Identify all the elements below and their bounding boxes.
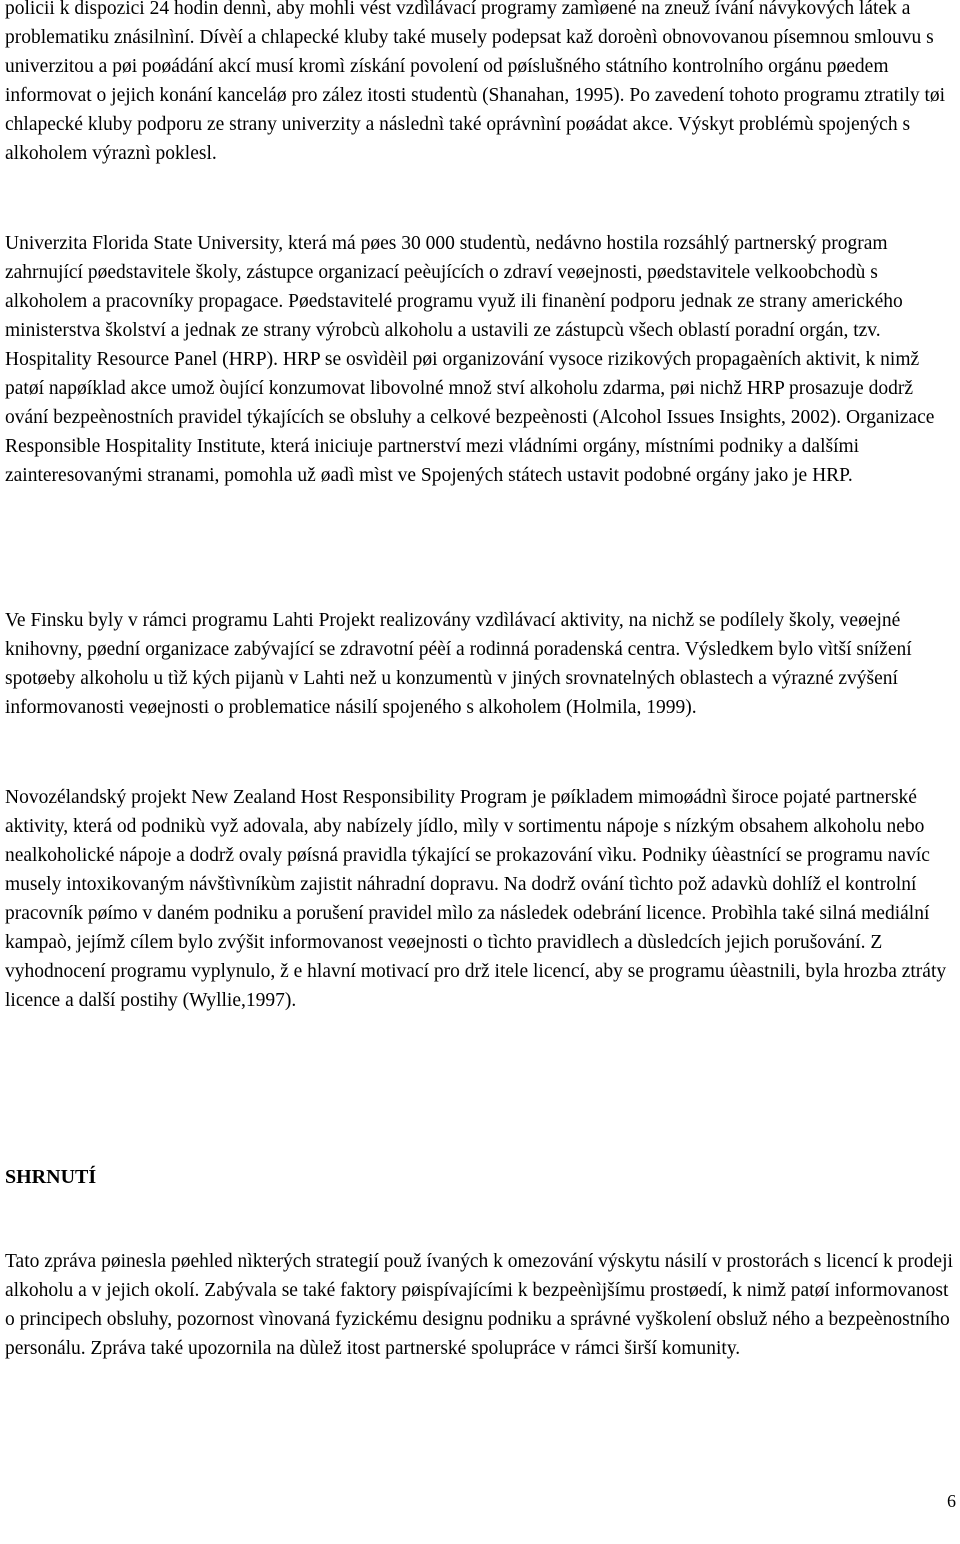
paragraph-summary: Tato zpráva pøinesla pøehled nìkterých strategií použ ívaných k omezování výskytu násilí v prostorách s licencí k prodeji alkoholu a v jejich okolí. Zabývala se také faktory pøispívajícími k bezpeènìjšímu prostøedí, k nimž patøí informovanost o principech obsluhy, pozornost vìnovaná fyzickému designu podniku a správné vyškolení obsluž ného a bezpeènostního personálu. Zpráva také upozornila na dùlež itost partnerské spolupráce v rámci širší komunity. — [5, 1251, 953, 1359]
paragraph-campus-clubs: policii k dispozici 24 hodin dennì, aby mohli vést vzdìlávací programy zamìøené na zneuž ívání návykových látek a problematiku znásilnìní. Dívèí a chlapecké kluby také musely podepsat kaž doroènì obnovovanou písemnou smlouvu s univerzitou a pøi poøádání akcí musí kromì získání povolení od pøíslušného státního kontrolního orgánu pøedem informovat o jejich konání kanceláø pro zález itosti studentù (Shanahan, 1995). Po zavedení tohoto programu ztratily tøi chlapecké kluby podporu ze strany univerzity a následnì také oprávnìní poøádat akce. Výskyt problémù spojených s alkoholem výraznì poklesl. — [5, 0, 946, 164]
paragraph-florida-state: Univerzita Florida State University, která má pøes 30 000 studentù, nedávno hostila rozsáhlý partnerský program zahrnující pøedstavitele školy, zástupce organizací peèujících o zdraví veøejnosti, pøedstavitele velkoobchodù s alkoholem a pracovníky propagace. Pøedstavitelé programu využ ili finanèní podporu jednak ze strany amerického ministerstva školství a jednak ze strany výrobcù alkoholu a ustavili ze zástupcù všech oblastí poradní orgán, tzv. Hospitality Resource Panel (HRP). HRP se osvìdèil pøi organizování vysoce rizikových propagaèních aktivit, k nimž patøí napøíklad akce umož òující konzumovat libovolné množ ství alkoholu zdarma, pøi nichž HRP prosazuje dodrž ování bezpeènostních pravidel týkajících se obsluhy a celkové bezpeènosti (Alcohol Issues Insights, 2002). Organizace Responsible Hospitality Institute, která iniciuje partnerství mezi vládními orgány, místními podniky a dalšími zainteresovanými stranami, pomohla už øadì mìst ve Spojených státech ustavit podobné orgány jako je HRP. — [5, 233, 935, 486]
section-heading-summary: SHRNUTÍ — [5, 1166, 97, 1188]
paragraph-new-zealand: Novozélandský projekt New Zealand Host Responsibility Program je pøíkladem mimoøádnì široce pojaté partnerské aktivity, která od podnikù vyž adovala, aby nabízely jídlo, mìly v sortimentu nápoje s nízkým obsahem alkoholu nebo nealkoholické nápoje a dodrž ovaly pøísná pravidla týkající se prokazování vìku. Podniky úèastnící se programu navíc musely intoxikovaným návštìvníkùm zajistit náhradní dopravu. Na dodrž ování tìchto pož adavkù dohlíž el kontrolní pracovník pøímo v daném podniku a porušení pravidel mìlo za následek odebrání licence. Probìhla také silná mediální kampaò, jejímž cílem bylo zvýšit informovanost veøejnosti o tìchto pravidlech a dùsledcích jejich porušování. Z vyhodnocení programu vyplynulo, ž e hlavní motivací pro drž itele licencí, aby se programu úèastnili, byla hrozba ztráty licence a další postihy (Wyllie,1997). — [5, 787, 947, 1011]
page-number: 6 — [947, 1491, 956, 1511]
paragraph-lahti-project: Ve Finsku byly v rámci programu Lahti Projekt realizovány vzdìlávací aktivity, na nichž se podílely školy, veøejné knihovny, pøední organizace zabývající se zdravotní péèí a rodinná poradenská centra. Výsledkem bylo vìtší snížení spotøeby alkoholu u tìž kých pijanù v Lahti než u konzumentù v jiných srovnatelných oblastech a výrazné zvýšení informovanosti veøejnosti o problematice násilí spojeného s alkoholem (Holmila, 1999). — [5, 610, 912, 718]
